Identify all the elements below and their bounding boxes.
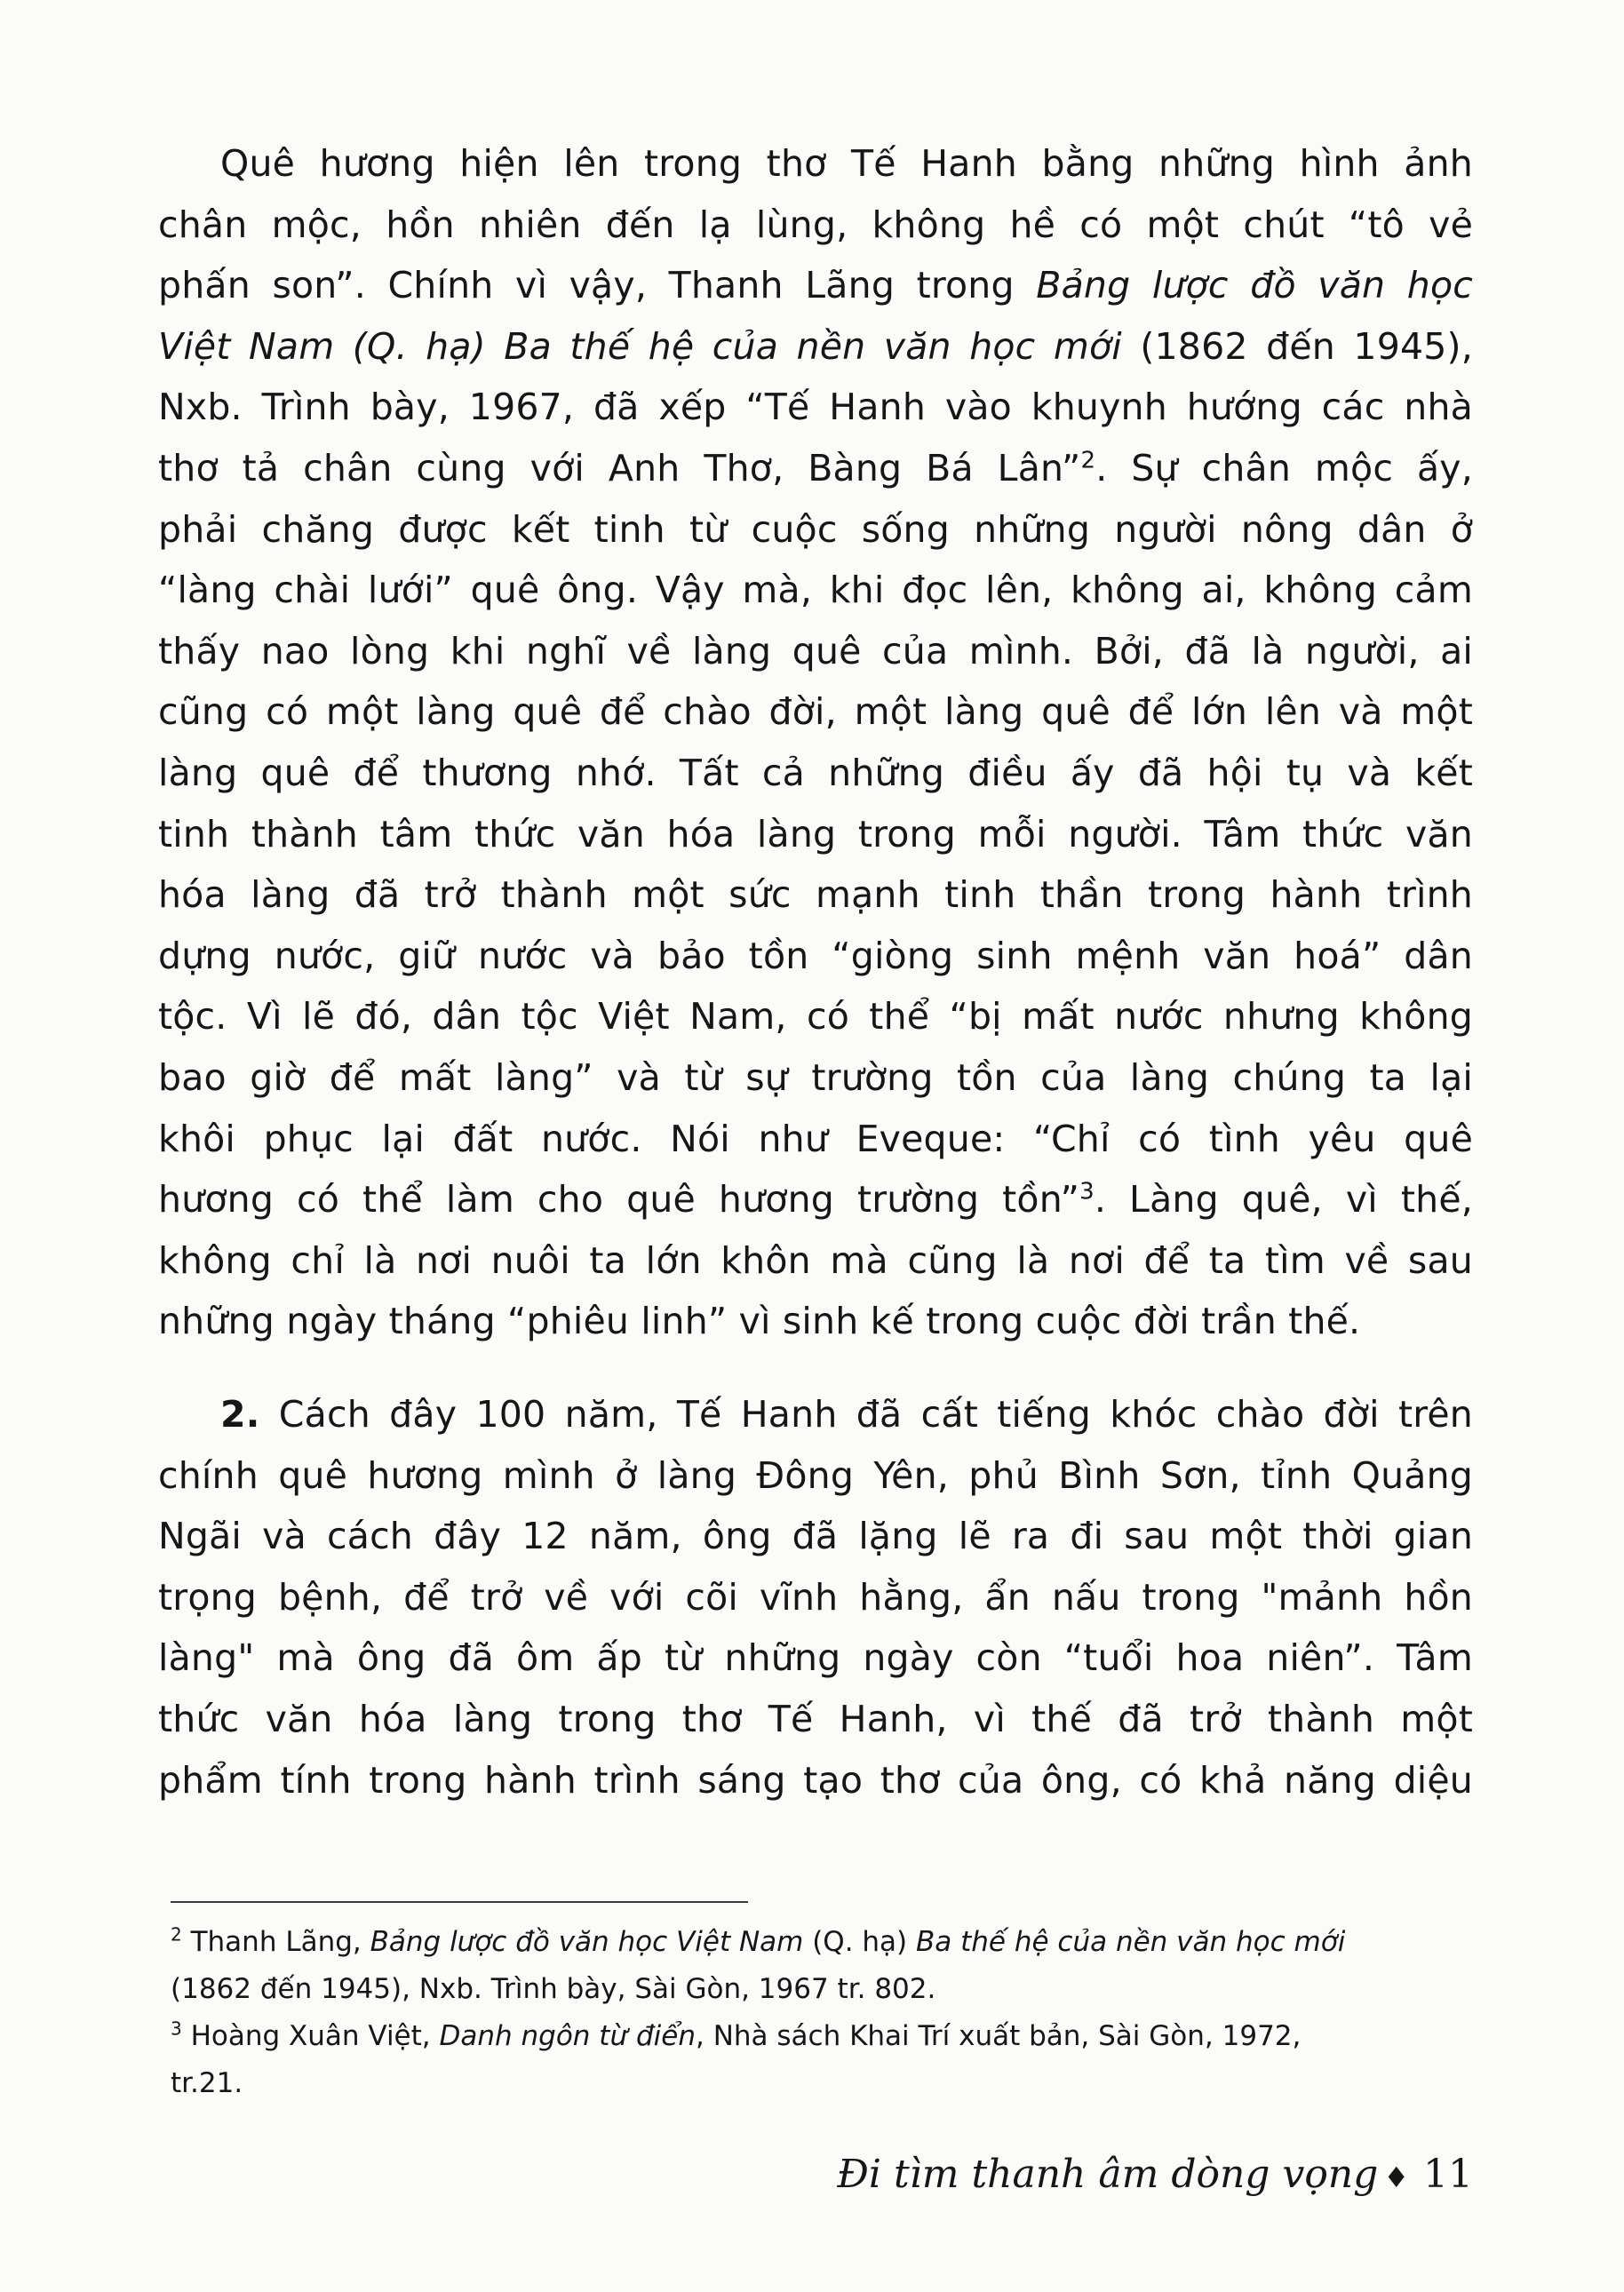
text-line: khôi phục lại đất nước. Nói như Eveque: “Chỉ có tình yêu quê	[158, 1117, 1473, 1160]
footnote-2-line-2: (1862 đến 1945), Nxb. Trình bày, Sài Gòn, 1967 tr. 802.	[171, 1973, 936, 2005]
text-run: (1862 đến 1945),	[1121, 324, 1473, 368]
text-line: thức văn hóa làng trong thơ Tế Hanh, vì thế đã trở thành một	[158, 1697, 1473, 1740]
book-title-italic: Việt Nam (Q. hạ) Ba thế hệ của nền văn học mới	[158, 324, 1122, 368]
text-line: Nxb. Trình bày, 1967, đã xếp “Tế Hanh vào khuynh hướng các nhà	[158, 386, 1473, 429]
text-line: làng quê để thương nhớ. Tất cả những điều ấy đã hội tụ và kết	[158, 751, 1473, 794]
diamond-icon: ♦	[1383, 2161, 1409, 2194]
text-line	[158, 438, 1473, 499]
text-run: . Làng quê, vì thế,	[1094, 1178, 1473, 1222]
text-line	[158, 1384, 1473, 1445]
text-line: Quê hương hiện lên trong thơ Tế Hanh bằng những hình ảnh	[220, 142, 1473, 185]
text-line	[158, 316, 1473, 378]
footnote-text: Hoàng Xuân Việt,	[181, 2020, 440, 2052]
text-line	[158, 1169, 1473, 1230]
footnote-marker: 2	[171, 1923, 182, 1946]
footnote-marker: 3	[171, 2017, 182, 2040]
footnote-text: Thanh Lãng,	[181, 1926, 370, 1958]
text-line: “làng chài lưới” quê ông. Vậy mà, khi đọc lên, không ai, không cảm	[158, 569, 1473, 612]
text-line: phải chăng được kết tinh từ cuộc sống những người nông dân ở	[158, 507, 1473, 551]
footnote-text: (Q. hạ)	[803, 1926, 916, 1958]
text-line: dựng nước, giữ nước và bảo tồn “giòng sinh mệnh văn hoá” dân	[158, 934, 1473, 977]
running-footer	[837, 2148, 1473, 2204]
text-run: Cách đây 100 năm, Tế Hanh đã cất tiếng khóc chào đời trên	[259, 1393, 1473, 1436]
text-line: thấy nao lòng khi nghĩ về làng quê của mình. Bởi, đã là người, ai	[158, 629, 1473, 672]
text-line: tinh thành tâm thức văn hóa làng trong mỗi người. Tâm thức văn	[158, 812, 1473, 856]
text-line: không chỉ là nơi nuôi ta lớn khôn mà cũng là nơi để ta tìm về sau	[158, 1238, 1473, 1282]
text-line: phẩm tính trong hành trình sáng tạo thơ của ông, có khả năng diệu	[158, 1758, 1473, 1802]
text-line: bao giờ để mất làng” và từ sự trường tồn của làng chúng ta lại	[158, 1055, 1473, 1099]
footnote-title: Ba thế hệ của nền văn học mới	[916, 1926, 1346, 1958]
text-line: tộc. Vì lẽ đó, dân tộc Việt Nam, có thể “bị mất nước nhưng không	[158, 995, 1473, 1039]
footnote-title: Danh ngôn từ điển	[439, 2020, 696, 2052]
text-line: chân mộc, hồn nhiên đến lạ lùng, không hề có một chút “tô vẻ	[158, 203, 1473, 246]
book-title-italic: Bảng lược đồ văn học	[1036, 264, 1473, 307]
text-line: chính quê hương mình ở làng Đông Yên, phủ Bình Sơn, tỉnh Quảng	[158, 1453, 1473, 1497]
book-title: Đi tìm thanh âm dòng vọng	[837, 2152, 1379, 2197]
footnote-text: , Nhà sách Khai Trí xuất bản, Sài Gòn, 1972,	[695, 2020, 1302, 2052]
text-line	[158, 255, 1473, 316]
footnote-ref: 2	[1080, 447, 1096, 474]
footnote-2-line-1	[171, 1919, 1485, 1966]
section-number: 2.	[220, 1393, 260, 1436]
text-run: . Sự chân mộc ấy,	[1095, 446, 1473, 489]
paragraph-2	[158, 1384, 1473, 1811]
footnote-title: Bảng lược đồ văn học Việt Nam	[370, 1926, 804, 1958]
footnote-3-line-1	[171, 2013, 1485, 2060]
footnote-3-line-2: tr.21.	[171, 2067, 243, 2099]
text-run: hương có thể làm cho quê hương trường tồn”	[158, 1178, 1080, 1222]
text-line: trọng bệnh, để trở về với cõi vĩnh hằng, ẩn nấu trong "mảnh hồn	[158, 1575, 1473, 1619]
text-line: những ngày tháng “phiêu linh” vì sinh kế trong cuộc đời trần thế.	[158, 1300, 1361, 1343]
footnote-divider	[171, 1901, 748, 1903]
text-line: cũng có một làng quê để chào đời, một làng quê để lớn lên và một	[158, 690, 1473, 734]
text-line: làng" mà ông đã ôm ấp từ những ngày còn “tuổi hoa niên”. Tâm	[158, 1636, 1473, 1680]
paragraph-1	[158, 133, 1473, 1352]
footnotes	[171, 1919, 1485, 2107]
text-line: hóa làng đã trở thành một sức mạnh tinh thần trong hành trình	[158, 873, 1473, 917]
page-number: 11	[1423, 2152, 1473, 2197]
text-run: thơ tả chân cùng với Anh Thơ, Bàng Bá Lân”	[158, 446, 1081, 489]
text-line: Ngãi và cách đây 12 năm, ông đã lặng lẽ ra đi sau một thời gian	[158, 1515, 1473, 1558]
text-run: phấn son”. Chính vì vậy, Thanh Lãng trong	[158, 264, 1037, 307]
footnote-ref: 3	[1079, 1178, 1095, 1206]
